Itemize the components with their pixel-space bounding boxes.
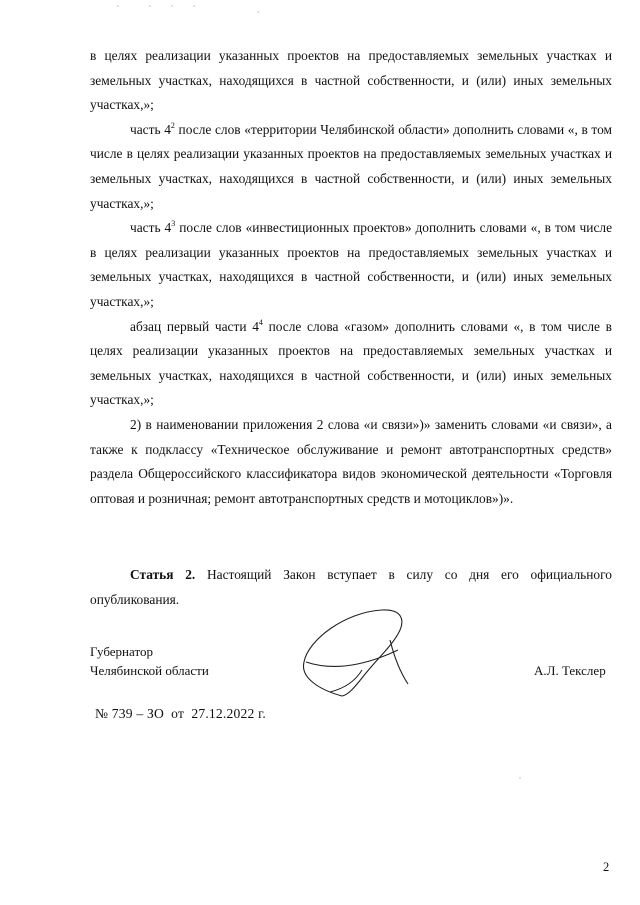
registration-number: № 739 – ЗО от 27.12.2022 г. xyxy=(95,706,266,721)
paragraph-4-superscript: 4 xyxy=(258,317,263,327)
signer-title-line-2: Челябинской области xyxy=(90,663,209,678)
law-amendments-text xyxy=(90,44,612,511)
article-2-label: Статья 2. xyxy=(130,567,196,582)
signer-title-line-1: Губернатор xyxy=(90,644,153,659)
handwritten-signature xyxy=(290,600,410,700)
paragraph-3-lead: часть 4 xyxy=(130,220,172,236)
paragraph-3-rest: после слов «инвестиционных проектов» дополнить словами «, в том числе в целях реализации указанных проектов на предоставляемых земельных участках и земельных участках, находящихся в частной собственности, и (или) иных земельных участках,»; xyxy=(90,220,613,309)
paragraph-1: в целях реализации указанных проектов на предоставляемых земельных участках и земельных участках, находящихся в частной собственности, и (или) иных земельных участках,»; xyxy=(90,48,612,113)
paragraph-5: 2) в наименовании приложения 2 слова «и связи»)» заменить словами «и связи», а также к подклассу «Техническое обслуживание и ремонт автотранспортных средств» раздела Общероссийского классификатора видов экономической деятельности «Торговля оптовая и розничная; ремонт автотранспортных средств и мотоциклов»)». xyxy=(90,416,612,506)
signer-title xyxy=(90,642,209,680)
paragraph-2 xyxy=(90,118,612,216)
paragraph-2-lead: часть 4 xyxy=(130,121,171,137)
paragraph-4 xyxy=(90,315,612,413)
paragraph-3 xyxy=(90,216,612,314)
page-number: 2 xyxy=(603,860,610,874)
paragraph-4-rest: после слова «газом» дополнить словами «, в том числе в целях реализации указанных проектов на предоставляемых земельных участках и земельных участках, находящихся в частной собственности, и (или) иных земельных участках,»; xyxy=(90,318,612,408)
paragraph-3-superscript: 3 xyxy=(171,219,176,229)
signer-name: А.Л. Текслер xyxy=(534,663,606,678)
article-2-text: Настоящий Закон вступает в силу со дня его официального опубликования. xyxy=(90,567,612,607)
paragraph-2-rest: после слов «территории Челябинской области» дополнить словами «, в том числе в целях реализации указанных проектов на предоставляемых земельных участках и земельных участках, находящихся в частной собственности, и (или) иных земельных участках,»; xyxy=(90,121,612,211)
paragraph-4-lead: абзац первый части 4 xyxy=(130,318,259,334)
paragraph-2-superscript: 2 xyxy=(170,120,175,130)
